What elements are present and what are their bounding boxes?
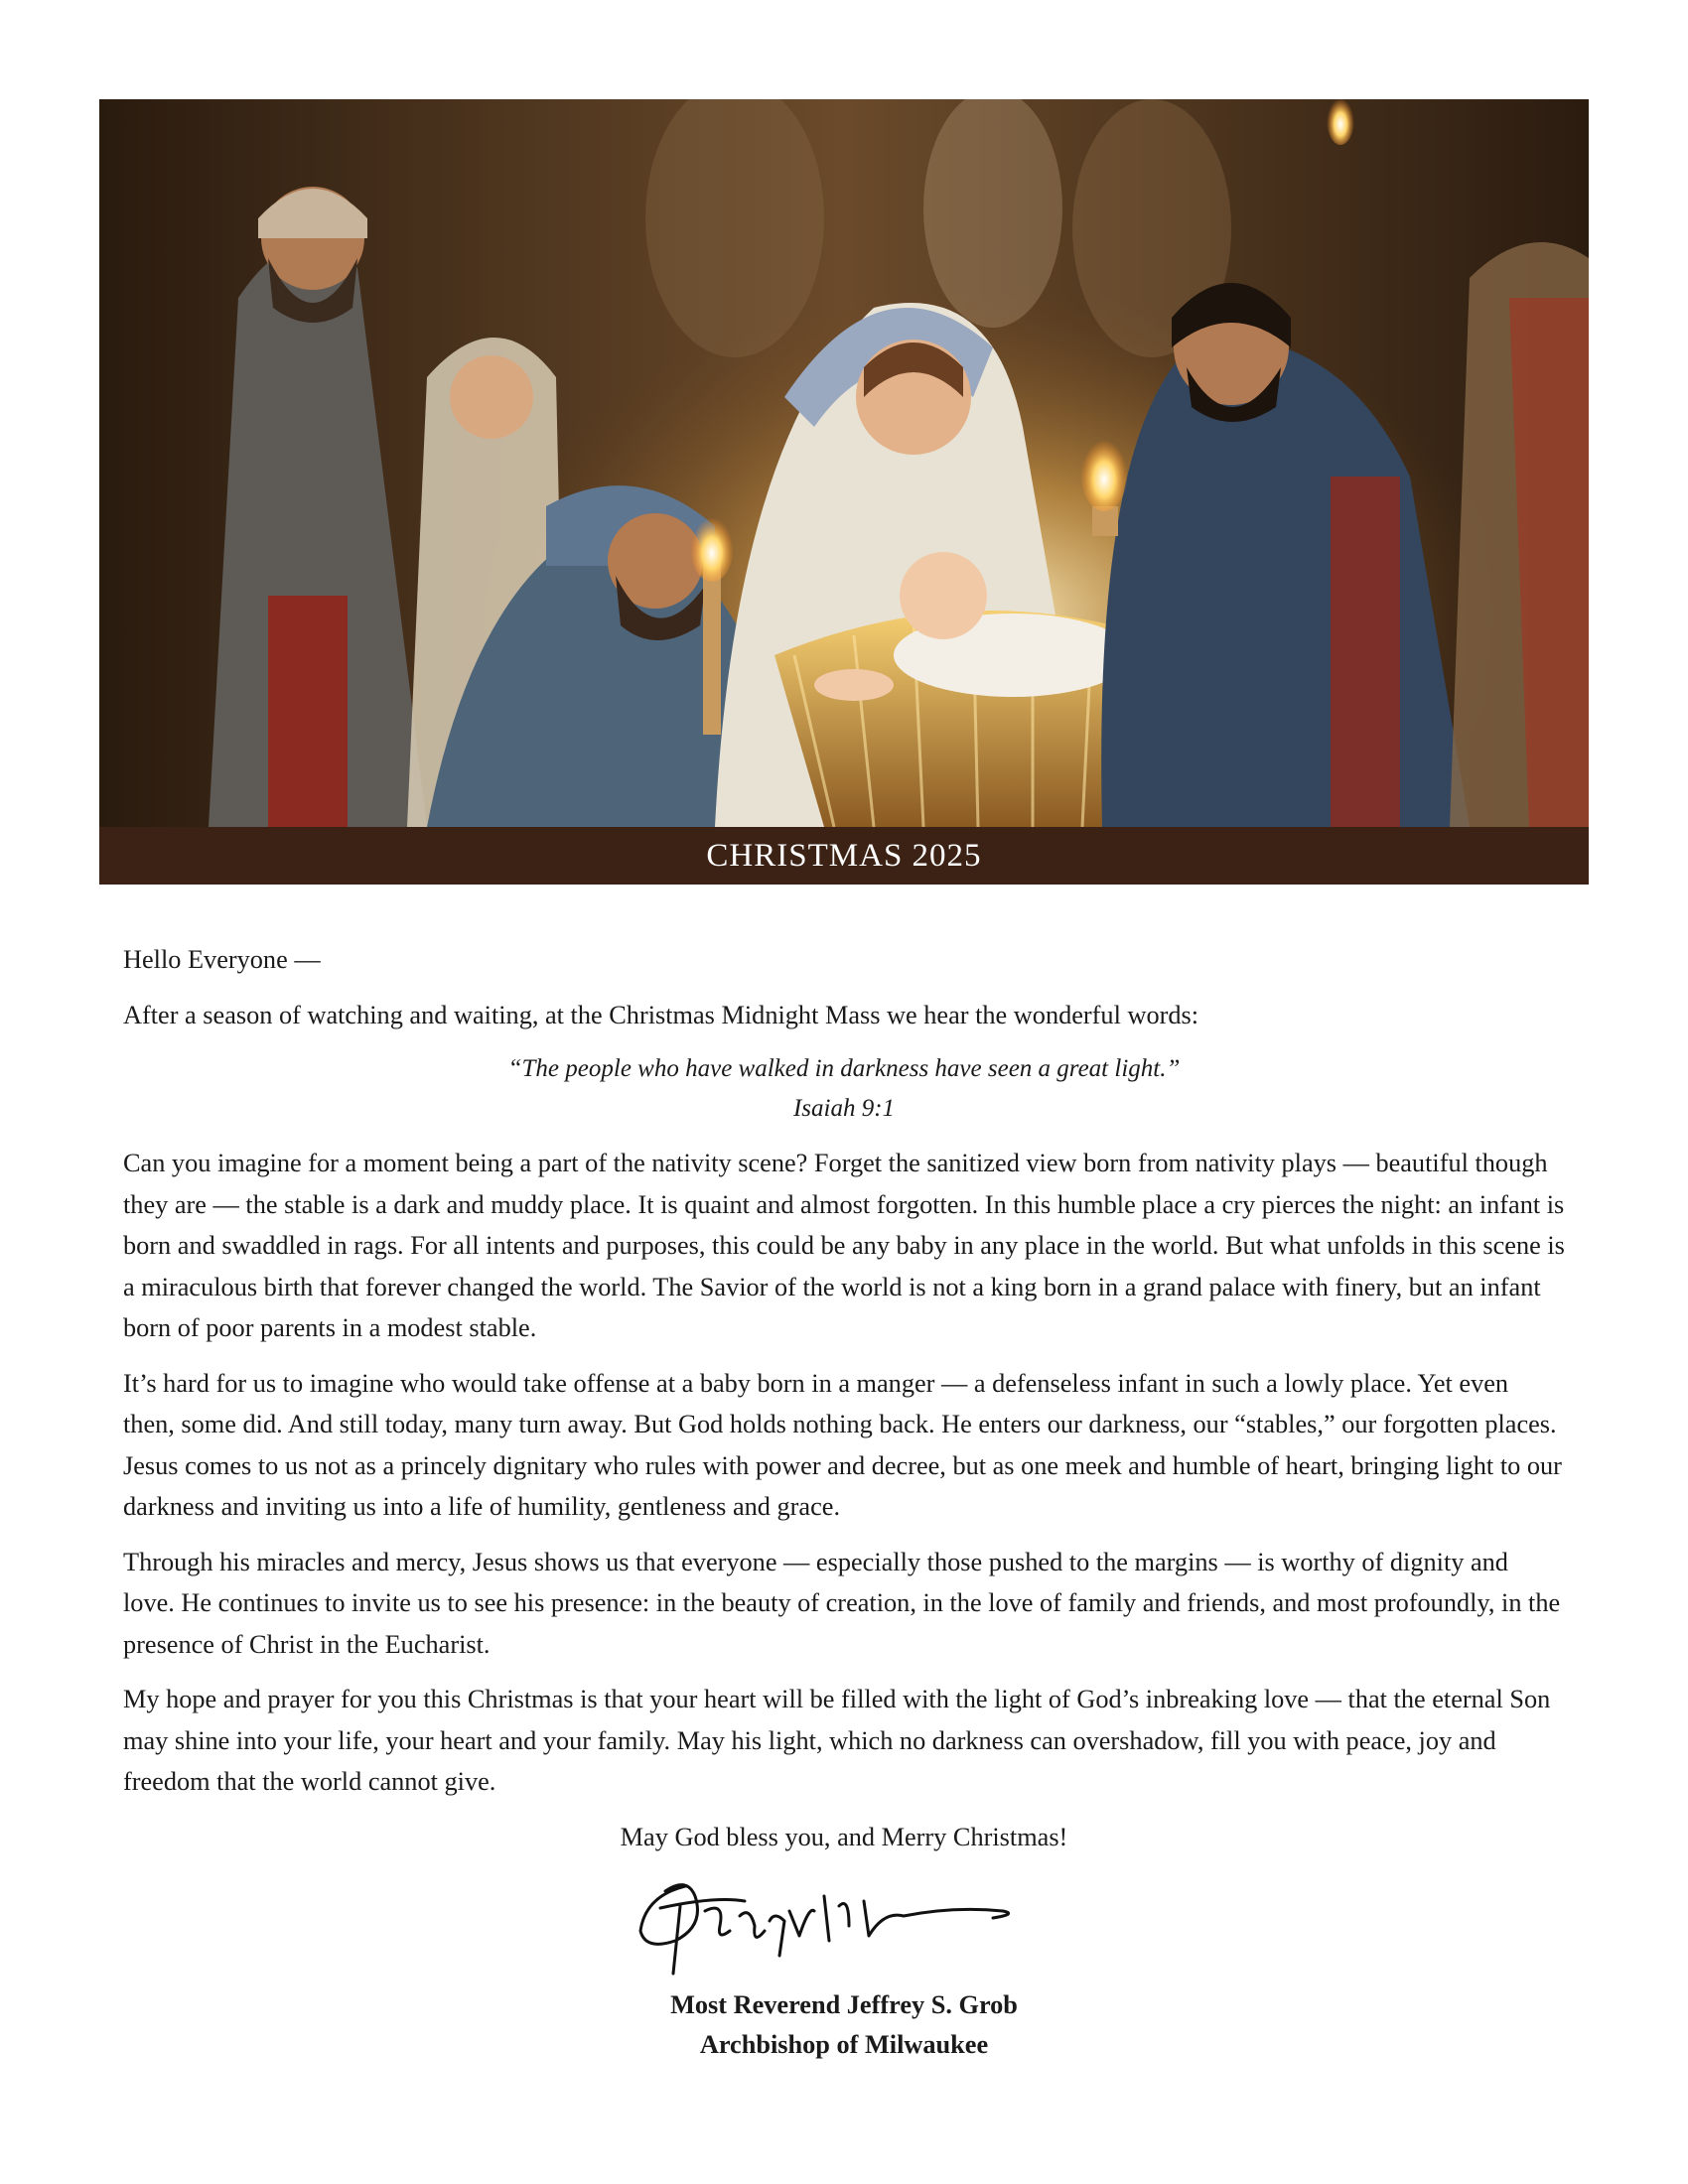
nativity-illustration: [99, 99, 1589, 827]
letter-body: [123, 939, 1565, 1871]
intro-paragraph: After a season of watching and waiting, at the Christmas Midnight Mass we hear the wonderful words:: [123, 1000, 1199, 1029]
signatory-name: Most Reverend Jeffrey S. Grob: [670, 1990, 1018, 2019]
greeting: Hello Everyone —: [123, 945, 321, 974]
nativity-scene-art: [99, 99, 1589, 827]
signatory-title: Archbishop of Milwaukee: [699, 2030, 989, 2059]
quote-citation: Isaiah 9:1: [792, 1095, 896, 1122]
body-paragraph-4: My hope and prayer for you this Christmas is that your heart will be filled with the light of God’s inbreaking love — that the eternal Son may shine into your life, your heart and your family. May his light, which no darkness can overshadow, fill you with peace, joy and freedom that the world cannot give.: [123, 1685, 1551, 1796]
signature-block: [546, 1985, 1142, 2065]
body-paragraph-2: It’s hard for us to imagine who would take offense at a baby born in a manger — a defenseless infant in such a lowly place. Yet even then, some did. And still today, many turn away. But God holds nothing back. He enters our darkness, our “stables,” our forgotten places. Jesus comes to us not as a princely dignitary who rules with power and decree, but as one meek and humble of heart, bringing light to our darkness and inviting us into a life of humility, gentleness and grace.: [123, 1368, 1562, 1521]
scripture-quote: [123, 1049, 1565, 1129]
body-paragraph-3: Through his miracles and mercy, Jesus shows us that everyone — especially those pushed to the margins — is worthy of dignity and love. He continues to invite us to see his presence: in the beauty of creation, in the love of family and friends, and most profoundly, in the presence of Christ in the Eucharist.: [123, 1547, 1561, 1659]
banner-title: CHRISTMAS 2025: [706, 838, 982, 874]
signature-image: [626, 1866, 1023, 1976]
quote-text: “The people who have walked in darkness have seen a great light.”: [507, 1055, 1181, 1082]
body-paragraph-1: Can you imagine for a moment being a part of the nativity scene? Forget the sanitized view born from nativity plays — beautiful though they are — the stable is a dark and muddy place. It is quaint and almost forgotten. In this humble place a cry pierces the night: an infant is born and swaddled in rags. For all intents and purposes, this could be any baby in any place in the world. But what unfolds in this scene is a miraculous birth that forever changed the world. The Savior of the world is not a king born in a grand palace with finery, but an infant born of poor parents in a modest stable.: [123, 1149, 1565, 1342]
banner-title-bar: [99, 827, 1589, 885]
closing-line: May God bless you, and Merry Christmas!: [620, 1822, 1068, 1851]
